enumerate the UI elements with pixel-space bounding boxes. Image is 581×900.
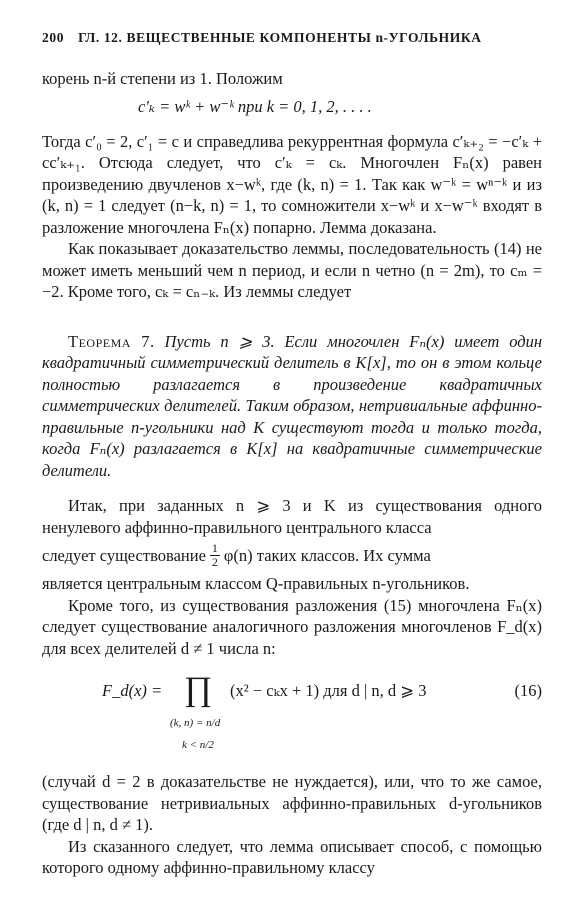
paragraph-2: Тогда c′₀ = 2, c′₁ = c и справедлива рекуррентная формула c′ₖ₊₂ = −c′ₖ + cc′ₖ₊₁. Отсюда следует, что c′ₖ = cₖ. Многочлен Fₙ(x) равен произведению двучленов x−wᵏ, где (k, n) = 1. Так как w⁻ᵏ = wⁿ⁻ᵏ и из (k, n) = 1 следует (n−k, n) = 1, то сомножители x−wᵏ и x−w⁻ᵏ входят в разложение многочлена Fₙ(x) попарно. Лемма доказана. [42,131,542,237]
theorem-text: Пусть n ⩾ 3. Если многочлен Fₙ(x) имеет один квадратичный симметрический делитель в K[x], то он в этом кольце полностью разлагается в произведение квадратичных симметрических делителей. Таким образом, нетривиальные аффинно-правильные n-угольники над K существуют тогда и только тогда, когда Fₙ(x) разлагается в K[x] на квадратичные симметрические делители. [42,331,543,480]
page-number: 200 [42,30,65,45]
formula-ck: c′ₖ = wᵏ + w⁻ᵏ при k = 0, 1, 2, . . . . [138,96,372,116]
product-subscript-bound: k < n/2 [182,739,214,751]
theorem-7 [42,331,542,482]
paragraph-4: Итак, при заданных n ⩾ 3 и K из существования одного ненулевого аффинно-правильного центрального класса [42,496,542,537]
running-title: ГЛ. 12. ВЕЩЕСТВЕННЫЕ КОМПОНЕНТЫ n-УГОЛЬНИКА [78,30,482,45]
fraction-denominator: 2 [211,555,218,569]
paragraph-3: Как показывает доказательство леммы, последовательность (14) не может иметь меньший чем n период, и если n четно (n = 2m), то cₘ = −2. Кроме того, cₖ = cₙ₋ₖ. Из леммы следует [42,239,542,301]
paragraph-6: (случай d = 2 в доказательстве не нуждается), или, что то же самое, существование нетривиальных аффинно-правильных d-угольников (где d | n, d ≠ 1). [42,772,542,834]
running-header [42,30,542,46]
paragraph-7: Из сказанного следует, что лемма описывает способ, с помощью которого одному аффинно-правильному классу [42,836,542,877]
fraction-line-after: φ(n) таких классов. Их сумма [223,545,431,565]
equation-rhs: (x² − cₖx + 1) для d | n, d ⩾ 3 [230,681,427,700]
product-subscript-condition: (k, n) = n/d [170,717,221,729]
equation-number: (16) [514,681,542,700]
paragraph-4c: является центральным классом Q-правильных n-угольников. [42,574,470,593]
paragraph-1: корень n-й степени из 1. Положим [42,69,283,88]
display-equation-16 [42,673,542,765]
paragraph-5: Кроме того, из существования разложения (15) многочлена Fₙ(x) следует существование аналогичного разложения многочленов F_d(x) для всех делителей d ≠ 1 числа n: [42,595,542,658]
product-symbol: ∏ [184,671,212,708]
theorem-label: Теорема 7. [68,331,155,351]
fraction-one-half [210,542,220,569]
book-page [42,30,542,879]
equation-lhs: F_d(x) = [102,681,163,700]
fraction-numerator: 1 [211,541,218,555]
fraction-line-before: следует существование [42,545,206,565]
paragraph-4-fraction-line [42,542,542,569]
